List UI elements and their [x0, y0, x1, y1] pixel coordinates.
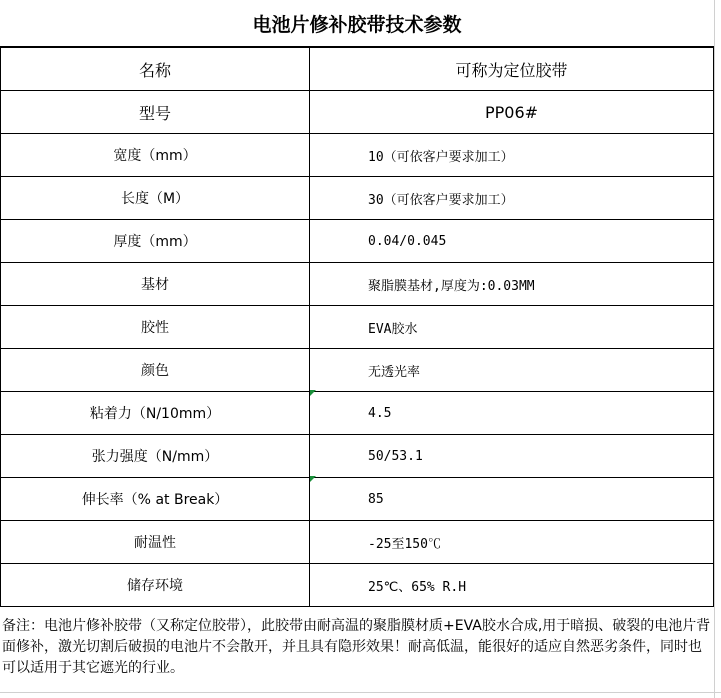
table-row: [1, 220, 714, 263]
row-gridline: [0, 692, 721, 693]
table-row: [1, 349, 714, 392]
table-row: [1, 392, 714, 435]
param-value-cell[interactable]: 85: [310, 478, 714, 521]
param-value-cell[interactable]: PP06#: [310, 91, 714, 134]
param-value-cell[interactable]: 可称为定位胶带: [310, 47, 714, 91]
param-value-cell[interactable]: 4.5: [310, 392, 714, 435]
param-label-cell[interactable]: 长度（M）: [1, 177, 310, 220]
param-label-cell[interactable]: 名称: [1, 47, 310, 91]
table-row: [1, 521, 714, 564]
param-value-cell[interactable]: 0.04/0.045: [310, 220, 714, 263]
param-value-cell[interactable]: 50/53.1: [310, 435, 714, 478]
param-value-cell[interactable]: 25℃、65% R.H: [310, 564, 714, 607]
param-value-cell[interactable]: 无透光率: [310, 349, 714, 392]
param-value-cell[interactable]: 30（可依客户要求加工）: [310, 177, 714, 220]
sheet-title: 电池片修补胶带技术参数: [0, 0, 714, 47]
param-label-cell[interactable]: 厚度（mm）: [1, 220, 310, 263]
cell-comment-marker[interactable]: [310, 476, 316, 482]
table-row: [1, 177, 714, 220]
param-value-cell[interactable]: 聚脂膜基材,厚度为:0.03MM: [310, 263, 714, 306]
table-row: [1, 564, 714, 607]
param-label-cell[interactable]: 张力强度（N/mm）: [1, 435, 310, 478]
param-label-cell[interactable]: 粘着力（N/10mm）: [1, 392, 310, 435]
param-label-cell[interactable]: 宽度（mm）: [1, 134, 310, 177]
table-row: [1, 435, 714, 478]
parameter-table: [0, 46, 714, 607]
remarks-note[interactable]: 备注：电池片修补胶带（又称定位胶带），此胶带由耐高温的聚脂膜材质+EVA胶水合成,用于暗损、破裂的电池片背面修补，激光切割后破损的电池片不会散开，并且具有隐形效果！耐高低温，能很好的适应自然恶劣条件，同时也可以适用于其它遮光的行业。: [2, 618, 711, 676]
param-label-cell[interactable]: 耐温性: [1, 521, 310, 564]
param-label-cell[interactable]: 基材: [1, 263, 310, 306]
table-row: [1, 91, 714, 134]
param-label-cell[interactable]: 颜色: [1, 349, 310, 392]
param-value-cell[interactable]: -25至150℃: [310, 521, 714, 564]
param-label-cell[interactable]: 储存环境: [1, 564, 310, 607]
table-row: [1, 306, 714, 349]
table-row: [1, 47, 714, 91]
table-row: [1, 263, 714, 306]
column-gridline: [714, 0, 715, 698]
cell-comment-marker[interactable]: [310, 390, 316, 396]
param-label-cell[interactable]: 伸长率（% at Break）: [1, 478, 310, 521]
table-row: [1, 478, 714, 521]
param-label-cell[interactable]: 胶性: [1, 306, 310, 349]
param-value-cell[interactable]: EVA胶水: [310, 306, 714, 349]
param-label-cell[interactable]: 型号: [1, 91, 310, 134]
table-row: [1, 134, 714, 177]
param-value-cell[interactable]: 10（可依客户要求加工）: [310, 134, 714, 177]
